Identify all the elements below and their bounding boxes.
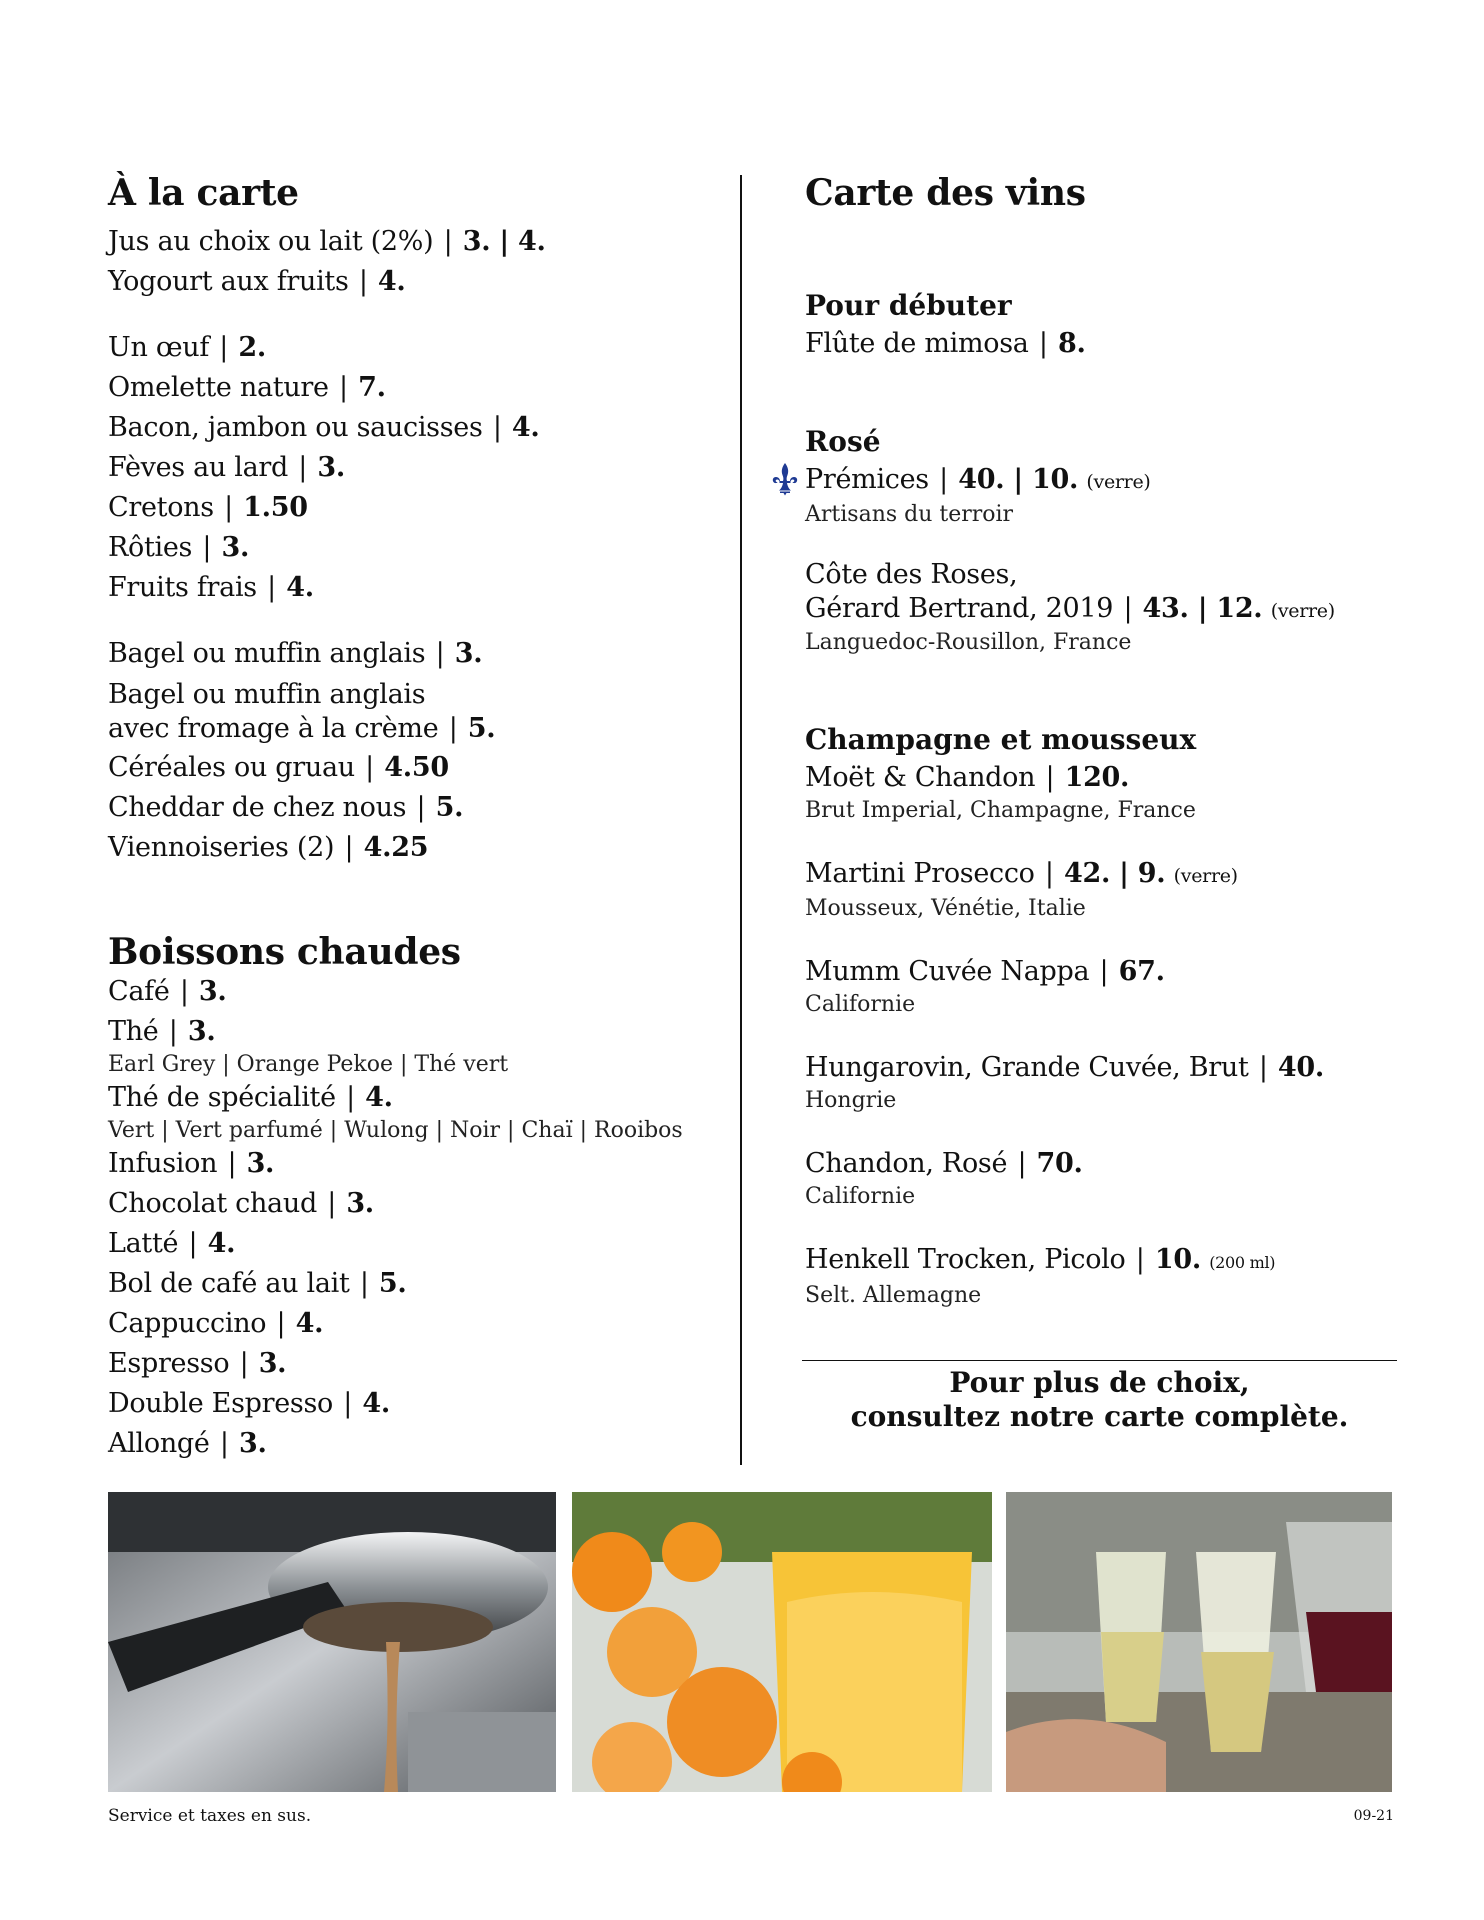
wine-origin: Hongrie <box>805 1088 897 1113</box>
wine-origin: Californie <box>805 1184 916 1209</box>
menu-item: Espresso | 3. <box>108 1348 287 1379</box>
a-la-carte-section <box>108 170 728 1464</box>
wine-entry: Mumm Cuvée Nappa | 67. Californie <box>805 952 1405 1018</box>
wine-origin: Californie <box>805 992 916 1017</box>
wine-origin: Languedoc-Rousillon, France <box>805 630 1132 655</box>
menu-item: Allongé | 3. <box>108 1428 267 1459</box>
menu-item: Fruits frais | 4. <box>108 572 314 603</box>
pour-debuter-heading: Pour débuter <box>805 289 1012 322</box>
menu-item: Cheddar de chez nous | 5. <box>108 792 464 823</box>
wine-entry: Hungarovin, Grande Cuvée, Brut | 40. Hongrie <box>805 1048 1405 1114</box>
menu-code: 09-21 <box>1353 1808 1394 1824</box>
boissons-chaudes-title: Boissons chaudes <box>108 931 461 973</box>
menu-item: Fèves au lard | 3. <box>108 452 345 483</box>
menu-item: Cretons | 1.50 <box>108 492 308 523</box>
wine-origin: Brut Imperial, Champagne, France <box>805 798 1196 823</box>
menu-item: Double Espresso | 4. <box>108 1388 390 1419</box>
a-la-carte-title: À la carte <box>108 172 299 214</box>
menu-item: Jus au choix ou lait (2%) | 3. | 4. <box>108 226 546 257</box>
menu-item: Infusion | 3. <box>108 1148 275 1179</box>
wine-entry: Martini Prosecco | 42. | 9. (verre) Mousseux, Vénétie, Italie <box>805 854 1405 922</box>
menu-item: Bagel ou muffin anglais | 3. <box>108 638 483 669</box>
wine-entry: Côte des Roses, Gérard Bertrand, 2019 | 43. | 12. (verre) Languedoc-Rousillon, France <box>805 558 1405 656</box>
menu-item: Céréales ou gruau | 4.50 <box>108 752 449 783</box>
menu-item: Bacon, jambon ou saucisses | 4. <box>108 412 540 443</box>
wine-origin: Selt. Allemagne <box>805 1283 982 1308</box>
menu-item: Omelette nature | 7. <box>108 372 386 403</box>
wine-entry: Prémices | 40. | 10. (verre) Artisans du terroir <box>805 460 1405 528</box>
carte-des-vins-title: Carte des vins <box>805 172 1086 214</box>
champagne-heading: Champagne et mousseux <box>805 723 1197 756</box>
wine-entry: Chandon, Rosé | 70. Californie <box>805 1144 1405 1210</box>
menu-item: Thé | 3. <box>108 1016 216 1047</box>
menu-item: Yogourt aux fruits | 4. <box>108 266 406 297</box>
menu-item: Un œuf | 2. <box>108 332 266 363</box>
wine-entry: Henkell Trocken, Picolo | 10. (200 ml) Selt. Allemagne <box>805 1240 1405 1309</box>
cta-rule <box>802 1360 1397 1361</box>
carte-des-vins-section <box>805 170 1405 1309</box>
menu-item: Chocolat chaud | 3. <box>108 1188 374 1219</box>
menu-item: Latté | 4. <box>108 1228 236 1259</box>
item-note: Vert | Vert parfumé | Wulong | Noir | Chaï | Rooibos <box>108 1118 683 1143</box>
menu-item: Cappuccino | 4. <box>108 1308 324 1339</box>
menu-item: Café | 3. <box>108 976 227 1007</box>
wine-item: Flûte de mimosa | 8. <box>805 328 1086 359</box>
full-menu-note: Pour plus de choix, consultez notre carte complète. <box>850 1366 1349 1433</box>
menu-item: Thé de spécialité | 4. <box>108 1082 393 1113</box>
service-note: Service et taxes en sus. <box>108 1806 312 1826</box>
menu-item: Rôties | 3. <box>108 532 250 563</box>
orange-juice-photo <box>572 1492 992 1792</box>
item-note: Earl Grey | Orange Pekoe | Thé vert <box>108 1052 509 1077</box>
wine-entry: Moët & Chandon | 120. Brut Imperial, Champagne, France <box>805 758 1405 824</box>
menu-item: Viennoiseries (2) | 4.25 <box>108 832 429 863</box>
rose-heading: Rosé <box>805 425 881 458</box>
menu-item: Bagel ou muffin anglais avec fromage à la crème | 5. <box>108 679 496 744</box>
wine-origin: Mousseux, Vénétie, Italie <box>805 896 1086 921</box>
champagne-photo <box>1006 1492 1392 1792</box>
fleur-de-lis-icon <box>771 462 799 496</box>
wine-origin: Artisans du terroir <box>805 502 1014 527</box>
column-divider <box>740 175 742 1465</box>
espresso-photo <box>108 1492 556 1792</box>
menu-item: Bol de café au lait | 5. <box>108 1268 407 1299</box>
